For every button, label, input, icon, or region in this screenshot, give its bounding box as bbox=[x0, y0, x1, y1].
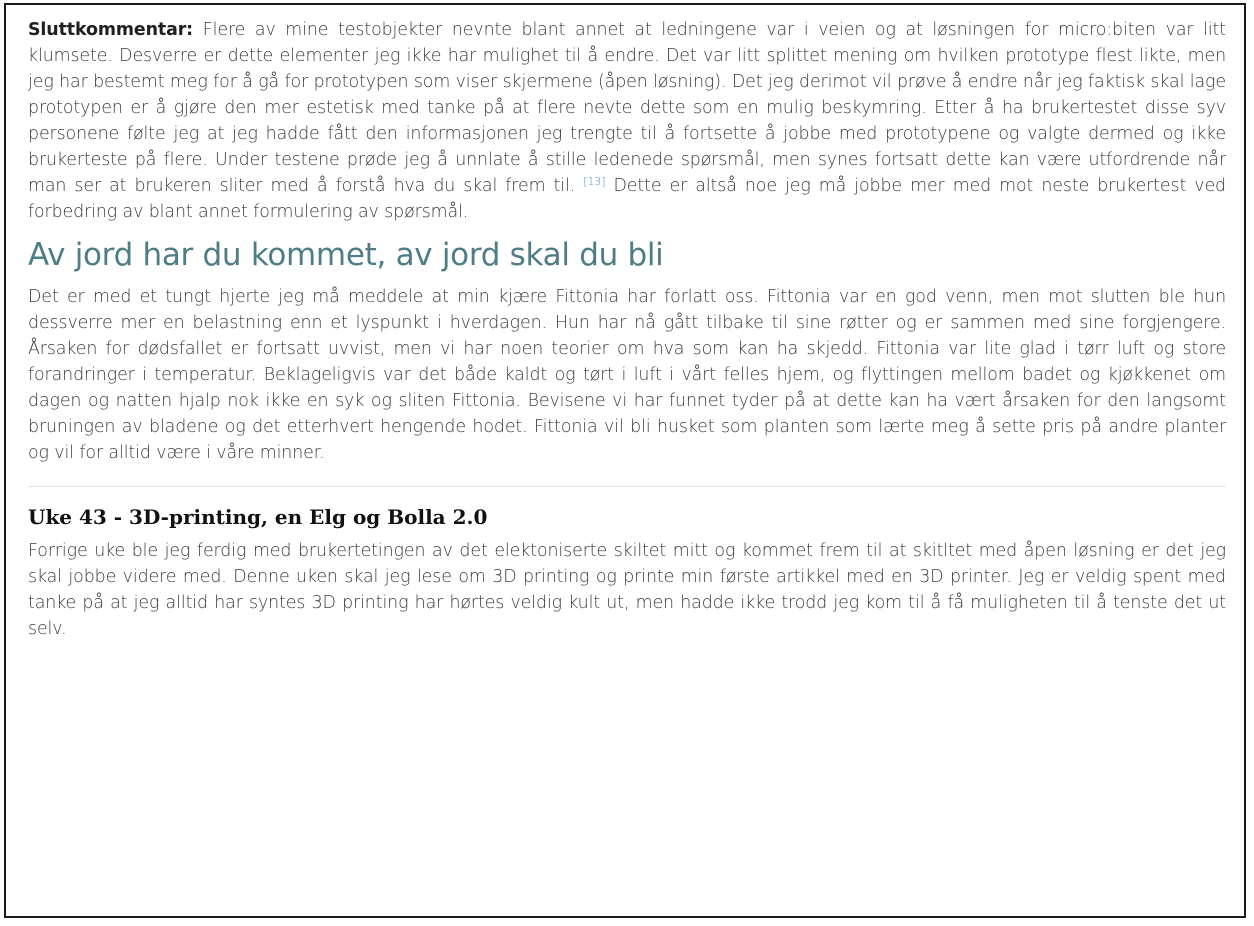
section-heading: Av jord har du kommet, av jord skal du bli bbox=[28, 237, 664, 273]
post-title[interactable]: Uke 43 - 3D-printing, en Elg og Bolla 2.0 bbox=[28, 505, 488, 529]
final-comment-text-end: Dette er altså noe jeg må jobbe mer med mot neste brukertest ved forbedring av blant annet formulering av spørsmål. bbox=[28, 176, 1226, 222]
document-content bbox=[28, 17, 1226, 642]
divider bbox=[28, 486, 1226, 487]
final-comment-label: Sluttkommentar: bbox=[28, 20, 194, 40]
final-comment-text: Flere av mine testobjekter nevnte blant annet at ledningene var i veien og at løsningen for micro:biten var litt klumsete. Desverre er dette elementer jeg ikke har mulighet til å endre. Det var litt splittet mening om hvilken prototype flest likte, men jeg har bestemt meg for å gå for prototypen som viser skjermene (åpen løsning). Det jeg derimot vil prøve å endre når jeg faktisk skal lage prototypen er å gjøre den mer estetisk med tanke på at flere nevte dette som en mulig beskymring. Etter å ha brukertestet disse syv personene følte jeg at jeg hadde fått den informasjonen jeg trengte til å fortsette å jobbe med prototypene og valgte dermed og ikke brukerteste på flere. Under testene prøde jeg å unnlate å stille ledenede spørsmål, men synes fortsatt dette kan være utfordrende når man ser at brukeren sliter med å forstå hva du skal frem til. bbox=[28, 20, 1226, 196]
reference-link[interactable]: [13] bbox=[583, 175, 606, 188]
document-frame bbox=[4, 3, 1246, 918]
final-comment-paragraph bbox=[28, 17, 1226, 225]
fittonia-paragraph: Det er med et tungt hjerte jeg må meddele at min kjære Fittonia har forlatt oss. Fittonia var en god venn, men mot slutten ble hun dessverre mer en belastning enn et lyspunkt i hverdagen. Hun har nå gått tilbake til sine røtter og er sammen med sine forgjengere. Årsaken for dødsfallet er fortsatt uvvist, men vi har noen teorier om hva som kan ha skjedd. Fittonia var lite glad i tørr luft og store forandringer i temperatur. Beklageligvis var det både kaldt og tørt i luft i vårt felles hjem, og flyttingen mellom badet og kjøkkenet om dagen og natten hjalp nok ikke en syk og sliten Fittonia. Bevisene vi har funnet tyder på at dette kan ha vært årsaken for den langsomt bruningen av bladene og det etterhvert hengende hodet. Fittonia vil bli husket som planten som lærte meg å sette pris på andre planter og vil for alltid være i våre minner. bbox=[28, 287, 1226, 463]
post-paragraph: Forrige uke ble jeg ferdig med brukertetingen av det elektoniserte skiltet mitt og kommet frem til at skitltet med åpen løsning er det jeg skal jobbe videre med. Denne uken skal jeg lese om 3D printing og printe min første artikkel med en 3D printer. Jeg er veldig spent med tanke på at jeg alltid har syntes 3D printing har hørtes veldig kult ut, men hadde ikke trodd jeg kom til å få muligheten til å tenste det ut selv. bbox=[28, 541, 1226, 639]
